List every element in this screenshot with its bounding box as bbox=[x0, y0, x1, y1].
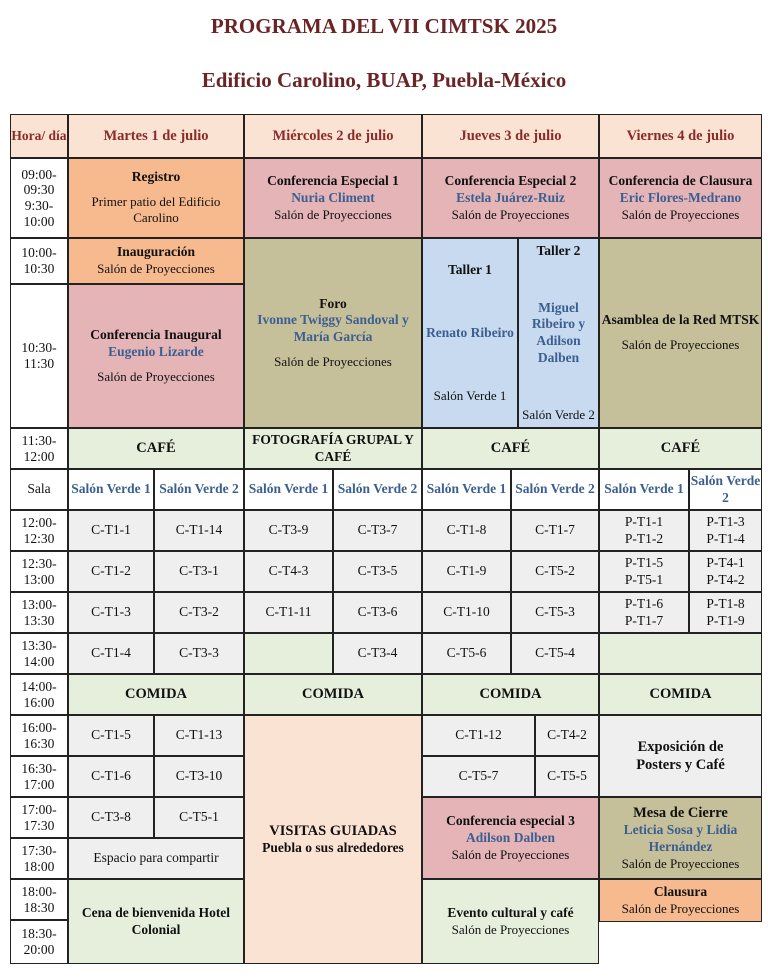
poster-code: P-T1-8 bbox=[706, 595, 745, 611]
session-cell bbox=[333, 551, 422, 592]
session-code: C-T3-10 bbox=[175, 768, 223, 784]
session-code: C-T1-9 bbox=[446, 563, 487, 579]
conf3-title: Conferencia especial 3 bbox=[446, 813, 575, 828]
time-label: 18:00- 18:30 bbox=[21, 883, 57, 915]
conf2-location: Salón de Proyecciones bbox=[451, 206, 570, 222]
time-0900 bbox=[10, 158, 68, 238]
conferencia-especial-2-block bbox=[422, 158, 599, 238]
empty-cell bbox=[244, 633, 333, 674]
session-code: C-T1-1 bbox=[91, 522, 131, 538]
sala-martes-v2 bbox=[154, 469, 244, 510]
day-label: Jueves 3 de julio bbox=[459, 127, 562, 144]
session-cell bbox=[154, 510, 244, 551]
session-cell bbox=[244, 551, 333, 592]
evento-cultural-block bbox=[422, 879, 599, 964]
time-1400 bbox=[10, 674, 68, 715]
inauguracion-location: Salón de Proyecciones bbox=[97, 261, 215, 277]
session-code: C-T1-14 bbox=[175, 522, 223, 538]
salon-label: Salón Verde 2 bbox=[159, 481, 239, 497]
session-cell bbox=[535, 756, 599, 797]
session-code: C-T5-1 bbox=[179, 809, 219, 825]
session-code: C-T1-11 bbox=[265, 604, 312, 620]
page-title: PROGRAMA DEL VII CIMTSK 2025 bbox=[210, 14, 558, 38]
poster-code: P-T1-7 bbox=[624, 612, 664, 628]
sala-jueves-v1 bbox=[422, 469, 511, 510]
cafe-label: CAFÉ bbox=[136, 440, 176, 457]
time-1030 bbox=[10, 284, 68, 428]
time-label: 17:00- 17:30 bbox=[21, 801, 57, 833]
page-subtitle: Edificio Carolino, BUAP, Puebla-México bbox=[201, 68, 567, 92]
session-code: C-T3-8 bbox=[91, 809, 131, 825]
session-code: C-T4-3 bbox=[268, 563, 309, 579]
clausura-title: Clausura bbox=[653, 883, 708, 899]
taller1-location: Salón Verde 1 bbox=[433, 387, 507, 403]
time-label: 13:30- 14:00 bbox=[21, 637, 57, 669]
foro-speakers: Ivonne Twiggy Sandoval y María García bbox=[257, 312, 409, 345]
time-1730 bbox=[10, 838, 68, 879]
foto-cafe-label: FOTOGRAFÍA GRUPAL Y CAFÉ bbox=[252, 431, 414, 464]
session-cell bbox=[154, 633, 244, 674]
day-label: Miércoles 2 de julio bbox=[272, 127, 394, 144]
day-header-martes bbox=[68, 114, 244, 158]
day-header-viernes bbox=[599, 114, 762, 158]
mesa-cierre-speakers: Leticia Sosa y Lidia Hernández bbox=[623, 822, 738, 854]
session-cell bbox=[511, 592, 599, 633]
salon-label: Salón Verde 1 bbox=[604, 481, 684, 497]
visitas-title: VISITAS GUIADAS bbox=[269, 823, 397, 839]
time-1330 bbox=[10, 633, 68, 674]
session-cell bbox=[154, 551, 244, 592]
mesa-cierre-title: Mesa de Cierre bbox=[633, 804, 728, 821]
poster-code: P-T1-5 bbox=[624, 554, 664, 570]
sala-label bbox=[10, 469, 68, 510]
session-cell bbox=[333, 592, 422, 633]
session-code: C-T1-5 bbox=[91, 727, 131, 743]
conf3-location: Salón de Proyecciones bbox=[451, 846, 570, 862]
session-code: C-T4-2 bbox=[547, 727, 587, 743]
time-label: 16:30- 17:00 bbox=[21, 760, 57, 792]
cafe-jueves bbox=[422, 428, 599, 469]
asamblea-title: Asamblea de la Red MTSK bbox=[601, 312, 760, 328]
session-code: C-T1-12 bbox=[455, 727, 502, 743]
day-header-jueves bbox=[422, 114, 599, 158]
asamblea-location: Salón de Proyecciones bbox=[621, 337, 740, 353]
time-1630 bbox=[10, 756, 68, 797]
session-cell bbox=[422, 592, 511, 633]
day-label: Viernes 4 de julio bbox=[626, 127, 735, 144]
salon-label: Salón Verde 2 bbox=[690, 472, 761, 505]
cena-label: Cena de bienvenida Hotel Colonial bbox=[81, 904, 231, 937]
session-cell bbox=[422, 715, 535, 756]
session-cell bbox=[68, 797, 154, 838]
conf-inaugural-title: Conferencia Inaugural bbox=[90, 327, 222, 342]
session-code: C-T5-6 bbox=[446, 645, 487, 661]
espacio-compartir-block bbox=[68, 838, 244, 879]
session-cell bbox=[422, 551, 511, 592]
poster-cell bbox=[599, 510, 689, 551]
salon-label: Salón Verde 1 bbox=[71, 481, 151, 497]
session-cell bbox=[68, 592, 154, 633]
hora-dia-header bbox=[10, 114, 68, 158]
time-label: 12:30- 13:00 bbox=[21, 555, 57, 587]
time-1300 bbox=[10, 592, 68, 633]
session-code: C-T1-4 bbox=[91, 645, 131, 661]
cafe-label: CAFÉ bbox=[490, 440, 531, 457]
exposicion-posters-block bbox=[599, 715, 762, 797]
session-cell bbox=[154, 592, 244, 633]
session-cell bbox=[244, 592, 333, 633]
taller2-location: Salón Verde 2 bbox=[522, 406, 595, 422]
time-label: 16:00- 16:30 bbox=[21, 719, 57, 751]
session-cell bbox=[511, 633, 599, 674]
salon-label: Salón Verde 1 bbox=[426, 481, 507, 497]
taller-1-block bbox=[422, 238, 518, 428]
session-cell bbox=[154, 756, 244, 797]
session-code: C-T3-1 bbox=[179, 563, 219, 579]
conf-clausura-location: Salón de Proyecciones bbox=[621, 206, 740, 222]
conf-clausura-speaker: Eric Flores-Medrano bbox=[619, 189, 742, 205]
registro-location: Primer patio del Edificio Carolino bbox=[91, 194, 221, 226]
time-label: 13:00- 13:30 bbox=[21, 596, 57, 628]
conf1-speaker: Nuria Climent bbox=[291, 189, 375, 205]
sala-miercoles-v1 bbox=[244, 469, 333, 510]
time-label: 10:00- 10:30 bbox=[21, 245, 57, 276]
session-code: C-T5-2 bbox=[535, 563, 575, 579]
inauguracion-block bbox=[68, 238, 244, 284]
poster-code: P-T1-4 bbox=[706, 530, 745, 546]
poster-code: P-T5-1 bbox=[624, 571, 664, 587]
registro-title: Registro bbox=[131, 169, 181, 185]
poster-cell bbox=[599, 551, 689, 592]
visitas-guiadas-block bbox=[244, 715, 422, 964]
evento-cultural-title: Evento cultural y café bbox=[447, 904, 574, 920]
session-cell bbox=[68, 633, 154, 674]
clausura-location: Salón de Proyecciones bbox=[621, 900, 740, 916]
mesa-cierre-block bbox=[599, 797, 762, 879]
time-1700 bbox=[10, 797, 68, 838]
salon-label: Salón Verde 2 bbox=[337, 481, 418, 497]
time-1830 bbox=[10, 920, 68, 964]
session-cell bbox=[333, 633, 422, 674]
foto-cafe-miercoles bbox=[244, 428, 422, 469]
poster-code: P-T1-3 bbox=[706, 513, 745, 529]
evento-cultural-location: Salón de Proyecciones bbox=[451, 921, 570, 937]
time-label: 11:30- 12:00 bbox=[21, 432, 57, 464]
poster-code: P-T1-1 bbox=[624, 513, 664, 529]
hora-dia-label: Hora/ día bbox=[11, 127, 67, 143]
session-code: C-T1-2 bbox=[91, 563, 131, 579]
session-code: C-T3-9 bbox=[268, 522, 309, 538]
comida-label: COMIDA bbox=[124, 686, 188, 703]
session-code: C-T3-5 bbox=[357, 563, 398, 579]
conf2-speaker: Estela Juárez-Ruiz bbox=[456, 189, 565, 205]
foro-title: Foro bbox=[319, 295, 347, 311]
time-1230 bbox=[10, 551, 68, 592]
day-header-miercoles bbox=[244, 114, 422, 158]
foro-location: Salón de Proyecciones bbox=[274, 354, 392, 370]
day-label: Martes 1 de julio bbox=[103, 127, 209, 144]
foro-block bbox=[244, 238, 422, 428]
session-code: C-T3-6 bbox=[357, 604, 398, 620]
session-cell bbox=[422, 756, 535, 797]
cena-bienvenida-block bbox=[68, 879, 244, 964]
time-1000 bbox=[10, 238, 68, 284]
time-label: 10:30- 11:30 bbox=[21, 340, 57, 371]
session-cell bbox=[511, 551, 599, 592]
comida-label: COMIDA bbox=[479, 686, 542, 703]
comida-label: COMIDA bbox=[301, 686, 365, 703]
sala-jueves-v2 bbox=[511, 469, 599, 510]
exposicion-label: Exposición de Posters y Café bbox=[636, 738, 725, 773]
inauguracion-title: Inauguración bbox=[116, 244, 196, 260]
session-cell bbox=[68, 510, 154, 551]
session-code: C-T1-7 bbox=[535, 522, 575, 538]
time-label: 12:00- 12:30 bbox=[21, 514, 57, 546]
conf-clausura-title: Conferencia de Clausura bbox=[608, 173, 753, 188]
session-code: C-T3-4 bbox=[357, 645, 398, 661]
time-1800 bbox=[10, 879, 68, 920]
session-cell bbox=[422, 633, 511, 674]
salon-label: Salón Verde 2 bbox=[515, 481, 595, 497]
comida-label: COMIDA bbox=[649, 686, 712, 703]
conferencia-clausura-block bbox=[599, 158, 762, 238]
salon-label: Salón Verde 1 bbox=[248, 481, 329, 497]
cafe-martes bbox=[68, 428, 244, 469]
session-code: C-T1-3 bbox=[91, 604, 131, 620]
session-cell bbox=[154, 715, 244, 756]
comida-miercoles bbox=[244, 674, 422, 715]
session-cell bbox=[333, 510, 422, 551]
session-code: C-T3-7 bbox=[357, 522, 398, 538]
time-1130 bbox=[10, 428, 68, 469]
empty-cell bbox=[599, 633, 762, 674]
session-code: C-T3-2 bbox=[179, 604, 219, 620]
time-label: 14:00- 16:00 bbox=[21, 678, 57, 710]
espacio-label: Espacio para compartir bbox=[93, 850, 219, 866]
poster-cell bbox=[689, 592, 762, 633]
session-code: C-T3-3 bbox=[179, 645, 219, 661]
cafe-viernes bbox=[599, 428, 762, 469]
time-1200 bbox=[10, 510, 68, 551]
conferencia-especial-1-block bbox=[244, 158, 422, 238]
session-code: C-T1-13 bbox=[175, 727, 223, 743]
session-cell bbox=[68, 715, 154, 756]
registro-block bbox=[68, 158, 244, 238]
time-label: 17:30- 18:00 bbox=[21, 842, 57, 874]
conf1-location: Salón de Proyecciones bbox=[274, 206, 392, 222]
mesa-cierre-location: Salón de Proyecciones bbox=[621, 855, 740, 871]
conf3-speaker: Adilson Dalben bbox=[466, 829, 555, 845]
comida-martes bbox=[68, 674, 244, 715]
time-1600 bbox=[10, 715, 68, 756]
conf-inaugural-location: Salón de Proyecciones bbox=[97, 368, 215, 384]
taller2-title: Taller 2 bbox=[536, 243, 581, 258]
session-cell bbox=[68, 551, 154, 592]
visitas-subtitle: Puebla o sus alrededores bbox=[262, 840, 404, 856]
cafe-label: CAFÉ bbox=[660, 440, 701, 457]
sala-miercoles-v2 bbox=[333, 469, 422, 510]
session-code: C-T5-3 bbox=[535, 604, 575, 620]
session-cell bbox=[511, 510, 599, 551]
asamblea-block bbox=[599, 238, 762, 428]
taller1-title: Taller 1 bbox=[448, 262, 492, 277]
poster-code: P-T4-2 bbox=[706, 571, 745, 587]
conferencia-especial-3-block bbox=[422, 797, 599, 879]
poster-code: P-T1-9 bbox=[706, 612, 745, 628]
poster-code: P-T1-6 bbox=[624, 595, 664, 611]
time-label: 09:00- 09:30 9:30- 10:00 bbox=[21, 166, 57, 229]
session-cell bbox=[244, 510, 333, 551]
sala-text: Sala bbox=[27, 481, 51, 497]
session-cell bbox=[422, 510, 511, 551]
taller2-speaker: Miguel Ribeiro y Adilson Dalben bbox=[531, 299, 586, 366]
session-cell bbox=[154, 797, 244, 838]
sala-martes-v1 bbox=[68, 469, 154, 510]
conf1-title: Conferencia Especial 1 bbox=[267, 173, 399, 188]
conf-inaugural-speaker: Eugenio Lizarde bbox=[108, 343, 204, 359]
schedule-table bbox=[10, 114, 762, 964]
session-code: C-T1-6 bbox=[91, 768, 131, 784]
poster-code: P-T1-2 bbox=[624, 530, 664, 546]
session-cell bbox=[535, 715, 599, 756]
clausura-block bbox=[599, 879, 762, 922]
session-code: C-T5-7 bbox=[458, 768, 499, 784]
poster-cell bbox=[689, 510, 762, 551]
session-cell bbox=[68, 756, 154, 797]
sala-viernes-v2 bbox=[689, 469, 762, 510]
poster-cell bbox=[599, 592, 689, 633]
comida-viernes bbox=[599, 674, 762, 715]
taller1-speaker: Renato Ribeiro bbox=[426, 324, 514, 340]
time-label: 18:30- 20:00 bbox=[21, 926, 57, 957]
session-code: C-T1-8 bbox=[446, 522, 487, 538]
poster-cell bbox=[689, 551, 762, 592]
session-code: C-T5-4 bbox=[535, 645, 575, 661]
sala-viernes-v1 bbox=[599, 469, 689, 510]
session-code: C-T5-5 bbox=[547, 768, 587, 784]
session-code: C-T1-10 bbox=[443, 604, 490, 620]
comida-jueves bbox=[422, 674, 599, 715]
conferencia-inaugural-block bbox=[68, 284, 244, 428]
taller-2-block bbox=[518, 238, 599, 428]
conf2-title: Conferencia Especial 2 bbox=[444, 173, 577, 188]
poster-code: P-T4-1 bbox=[706, 554, 745, 570]
